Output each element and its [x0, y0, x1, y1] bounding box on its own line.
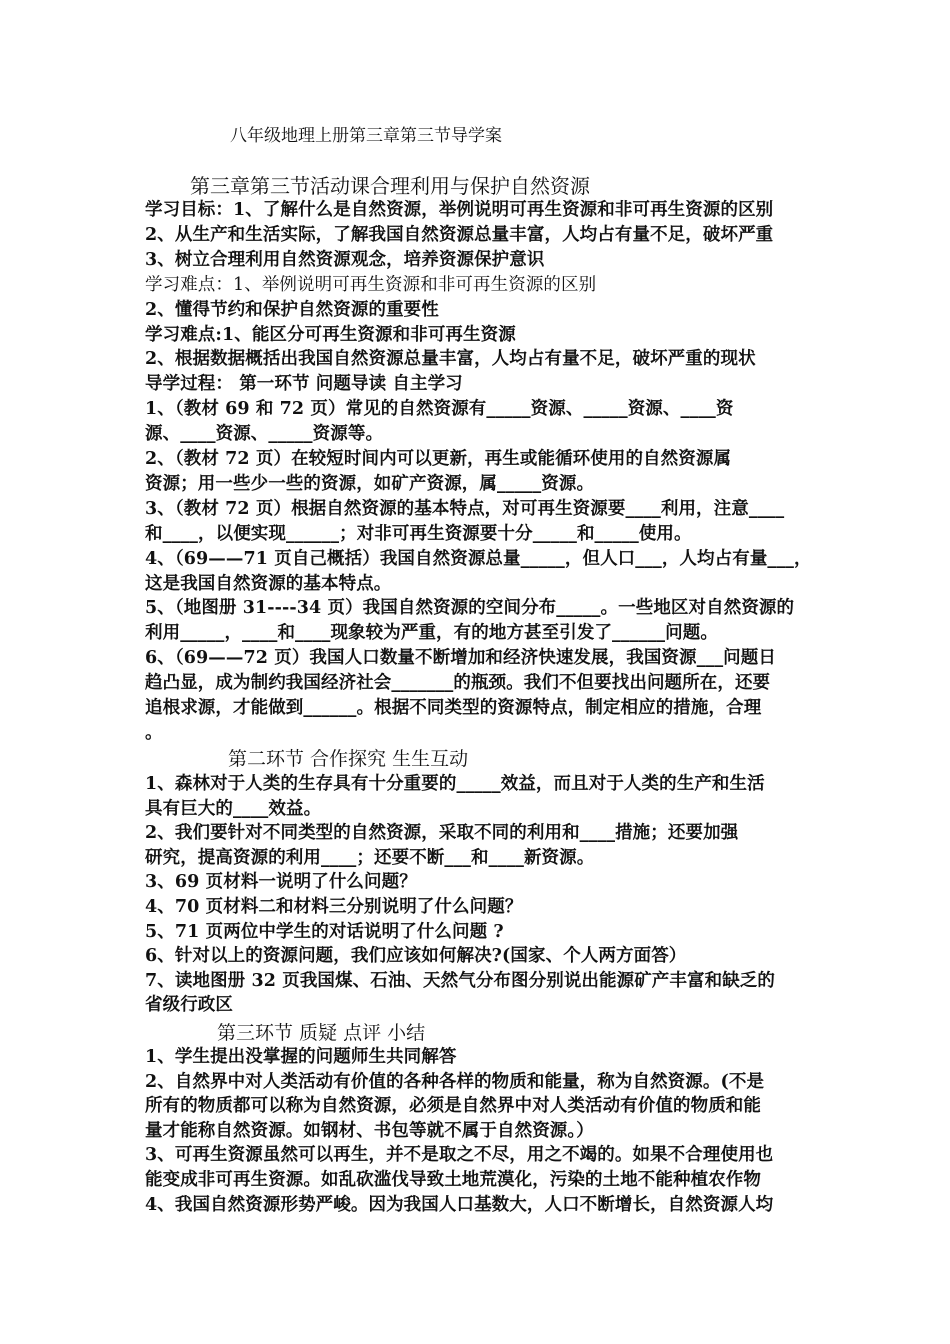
text-line: 源、____资源、_____资源等。: [145, 424, 384, 445]
text-line: 学习目标：1、了解什么是自然资源，举例说明可再生资源和非可再生资源的区别: [145, 200, 774, 220]
text-line: 2、懂得节约和保护自然资源的重要性: [145, 299, 439, 320]
text-line: 3、69 页材料一说明了什么问题？: [145, 872, 417, 893]
text-line: 研究，提高资源的利用____；还要不断___和____新资源。: [145, 847, 595, 868]
text-line: 7、读地图册 32 页我国煤、石油、天然气分布图分别说出能源矿产丰富和缺乏的: [145, 970, 776, 991]
text-line: 导学过程： 第一环节 问题导读 自主学习: [145, 374, 463, 395]
text-line: 1、（教材 69 和 72 页）常见的自然资源有_____资源、_____资源、____资: [145, 399, 734, 420]
text-line: 1、森林对于人类的生存具有十分重要的_____效益，而且对于人类的生产和生活: [145, 774, 765, 794]
text-line: 4、我国自然资源形势严峻。因为我国人口基数大，人口不断增长，自然资源人均: [145, 1194, 774, 1215]
text-line: 3、树立合理利用自然资源观念，培养资源保护意识: [145, 249, 545, 270]
document-title: 八年级地理上册第三章第三节导学案: [230, 126, 502, 146]
text-line: 2、根据数据概括出我国自然资源总量丰富，人均占有量不足，破坏严重的现状: [145, 349, 756, 370]
text-line: 追根求源，才能做到______。根据不同类型的资源特点，制定相应的措施，合理: [145, 698, 762, 718]
text-line: 2、（教材 72 页）在较短时间内可以更新，再生或能循环使用的自然资源属: [145, 449, 732, 469]
text-line: 2、我们要针对不同类型的自然资源，采取不同的利用和____措施；还要加强: [145, 823, 739, 844]
text-line: 能变成非可再生资源。如乱砍滥伐导致土地荒漠化，污染的土地不能种植农作物: [145, 1170, 761, 1190]
text-line: 趋凸显，成为制约我国经济社会_______的瓶颈。我们不但要找出问题所在，还要: [145, 673, 771, 694]
text-line: 这是我国自然资源的基本特点。: [145, 573, 392, 594]
text-line: 2、自然界中对人类活动有价值的各种各样的物质和能量，称为自然资源。(不是: [145, 1071, 765, 1092]
text-line: 具有巨大的____效益。: [145, 798, 322, 819]
text-line: 量才能称自然资源。如钢材、书包等就不属于自然资源。）: [145, 1120, 594, 1141]
text-line: 4、70 页材料二和材料三分别说明了什么问题？: [145, 897, 523, 917]
text-line: 利用_____，____和____现象较为严重，有的地方甚至引发了______问题。: [145, 623, 718, 644]
text-line: 所有的物质都可以称为自然资源，必须是自然界中对人类活动有价值的物质和能: [145, 1096, 761, 1117]
text-line: 2、从生产和生活实际，了解我国自然资源总量丰富，人均占有量不足，破坏严重: [145, 224, 774, 245]
text-line: 5、（地图册 31----34 页）我国自然资源的空间分布_____。一些地区对自然资源的: [145, 598, 795, 619]
section3-title: 第三环节 质疑 点评 小结: [217, 1022, 426, 1044]
section2-title: 第二环节 合作探究 生生互动: [228, 748, 469, 770]
text-line: 和____，以便实现______；对非可再生资源要十分_____和_____使用。: [145, 523, 692, 544]
text-line: 1、学生提出没掌握的问题师生共同解答: [145, 1047, 457, 1067]
text-line: 6、（69——72 页）我国人口数量不断增加和经济快速发展，我国资源___问题日: [145, 648, 776, 669]
text-line: 学习难点：1、举例说明可再生资源和非可再生资源的区别: [145, 274, 597, 295]
text-line: 省级行政区: [145, 995, 233, 1016]
text-line: 3、（教材 72 页）根据自然资源的基本特点，对可再生资源要____利用，注意____: [145, 498, 785, 519]
text-line: 5、71 页两位中学生的对话说明了什么问题 ?: [145, 921, 504, 942]
text-line: 资源；用一些少一些的资源，如矿产资源，属_____资源。: [145, 473, 595, 494]
text-line: 学习难点:1、能区分可再生资源和非可再生资源: [145, 324, 516, 345]
text-line: 3、可再生资源虽然可以再生，并不是取之不尽，用之不竭的。如果不合理使用也: [145, 1145, 774, 1166]
lesson-title: 第三章第三节活动课合理利用与保护自然资源: [190, 174, 590, 198]
text-line: 4、（69——71 页自己概括）我国自然资源总量_____，但人口___，人均占有量___，: [145, 548, 812, 569]
text-line: 。: [145, 722, 163, 743]
text-line: 6、针对以上的资源问题，我们应该如何解决?(国家、个人两方面答）: [145, 946, 687, 967]
